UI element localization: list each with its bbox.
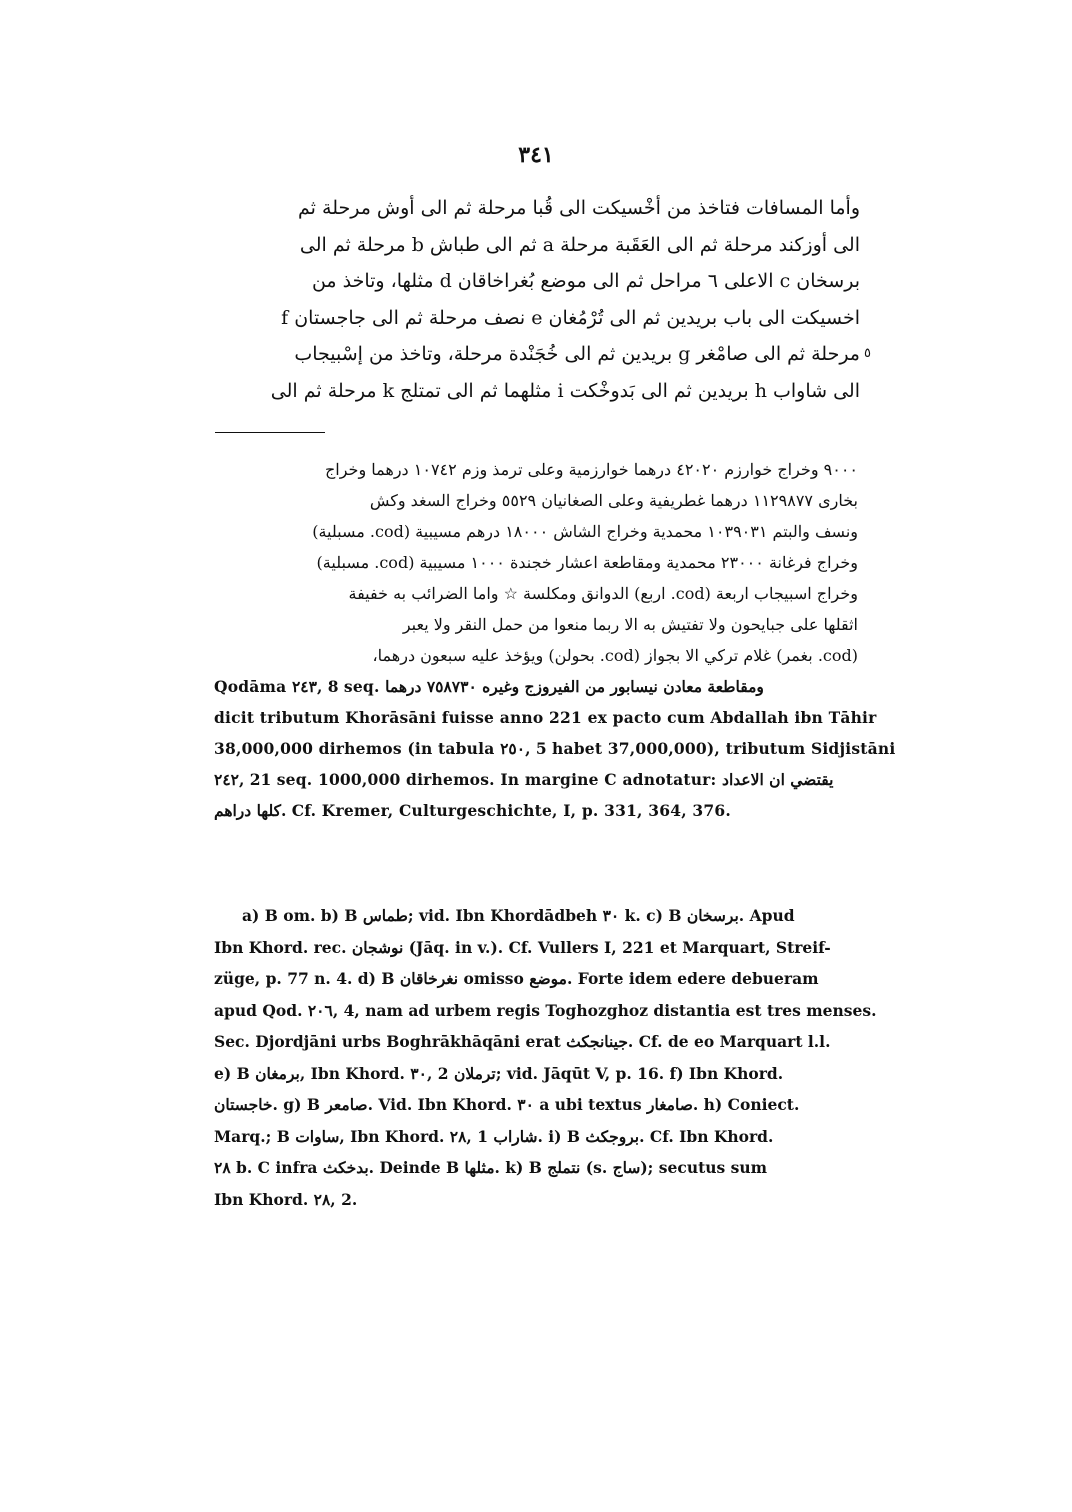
footnote-line: وخراج اسبيجاب اربعة (cod. اربع) الدوانق ومكلسة ☆ واما الضرائب به خفيفة [348, 584, 858, 603]
page-number: ٣٤١ [518, 142, 554, 168]
apparatus-line: Ibn Khord. ٢٨, 2. [214, 1189, 358, 1209]
footnote-line: dicit tributum Khorāsāni fuisse anno 221 ex pacto cum Abdallah ibn Tāhir [214, 708, 877, 727]
main-line: برسخان c الاعلى ٦ مراحل ثم الى موضع بُغراخاقان d مثلها، وتاخذ من [311, 270, 860, 292]
main-line: وأما المسافات فتاخذ من أخْسيكت الى قُبا مرحلة ثم الى أوش مرحلة ثم [298, 197, 860, 219]
footnote-line: كلها دراهم. Cf. Kremer, Culturgeschichte, I, p. 331, 364, 376. [214, 801, 731, 820]
apparatus-line: a) B om. b) B طماس; vid. Ibn Khordādbeh ٣٠ k. c) B برسخان. Apud [242, 906, 795, 925]
footnote-line: بخارى ١١٢٩٨٧٧ درهما غطريفية وعلى الصغانيان ٥٥٢٩ وخراج السغد وكش [369, 491, 858, 510]
footnote-text [214, 454, 896, 826]
critical-apparatus [214, 900, 877, 1215]
footnote-line: 38,000,000 dirhemos (in tabula ٢٥٠, 5 habet 37,000,000), tributum Sidjistāni [214, 739, 896, 758]
apparatus-line: Ibn Khord. rec. نوشجان (Jāq. in v.). Cf. Vullers I, 221 et Marquart, Streif- [214, 937, 831, 957]
apparatus-line: خاجستان. g) B صامعر. Vid. Ibn Khord. ٣٠ a ubi textus صامغار. h) Coniect. [214, 1095, 800, 1114]
footnote-line: ٢٤٢, 21 seq. 1000,000 dirhemos. In margine C adnotatur: يقتضي ان الاعداد [214, 770, 834, 789]
apparatus-line: züge, p. 77 n. 4. d) B نغرخاقان omisso موضع. Forte idem edere debueram [214, 969, 819, 988]
apparatus-line: Marq.; B ساوات, Ibn Khord. ٢٨, 1 شاراب. i) B بروجكث. Cf. Ibn Khord. [214, 1126, 774, 1146]
main-line: مرحلة ثم الى صامْغر g بريدين ثم الى خُجَنْدة مرحلة، وتاخذ من إسْبيجاب [294, 343, 860, 365]
footnote-separator-rule [215, 432, 325, 433]
footnote-line: وخراج فرغانة ٢٣٠٠٠ محمدية ومقاطعة اعشار خجندة ١٠٠٠ مسيبية (cod. مسبلية) [316, 553, 858, 572]
main-line: الى أوزكند مرحلة ثم الى العَقَبة مرحلة a ثم الى طباش b مرحلة ثم الى [299, 233, 860, 256]
apparatus-line: Sec. Djordjāni urbs Boghrākhāqāni erat جينانجكث. Cf. de eo Marquart l.l. [214, 1032, 831, 1051]
footnote-line: Qodāma ٢٤٣, 8 seq. ومقاطعة معادن نيسابور من الفيروزج وغيره ٧٥٨٧٣٠ درهما [214, 677, 764, 696]
main-line: اخسيكت الى باب بريدين ثم الى تُرْمُغان e نصف مرحلة ثم الى جاجستان f [281, 306, 860, 329]
apparatus-line: apud Qod. ٢٠٦, 4, nam ad urbem regis Toghozghoz distantia est tres menses. [214, 1000, 877, 1020]
apparatus-line: ٢٨ b. C infra بدخكث. Deinde B مثلها. k) B نتملج (s. ساج); secutus sum [214, 1158, 768, 1177]
footnote-line: (cod. بغمر) غلام تركي الا بجواز (cod. بحولن) ويؤخذ عليه سبعون درهما، [372, 646, 858, 665]
footnote-line: اثقلها على جبايحون ولا تفتيش به الا ربما منعوا من حمل النقر ولا يعبر [402, 615, 858, 634]
main-line: الى شاواب h بريدين ثم الى بَدوخْكت i مثلهما ثم الى تمتلج k مرحلة ثم الى [270, 379, 860, 402]
apparatus-line: e) B برمغان, Ibn Khord. ٣٠, 2 ترملان; vid. Jāqūt V, p. 16. f) Ibn Khord. [214, 1063, 784, 1083]
footnote-line: ٩٠٠٠ وخراج خوارزم ٤٢٠٢٠ درهما خوارزمية وعلى ترمذ وزم ١٠٧٤٢ درهما وخراج [324, 460, 858, 479]
line-number-marker: ٥ [864, 346, 871, 361]
main-text [212, 190, 860, 409]
footnote-line: ونسف والبتم ١٠٣٩٠٣١ محمدية وخراج الشاش ١٨٠٠٠ درهم مسيبية (cod. مسبلية) [312, 522, 858, 541]
